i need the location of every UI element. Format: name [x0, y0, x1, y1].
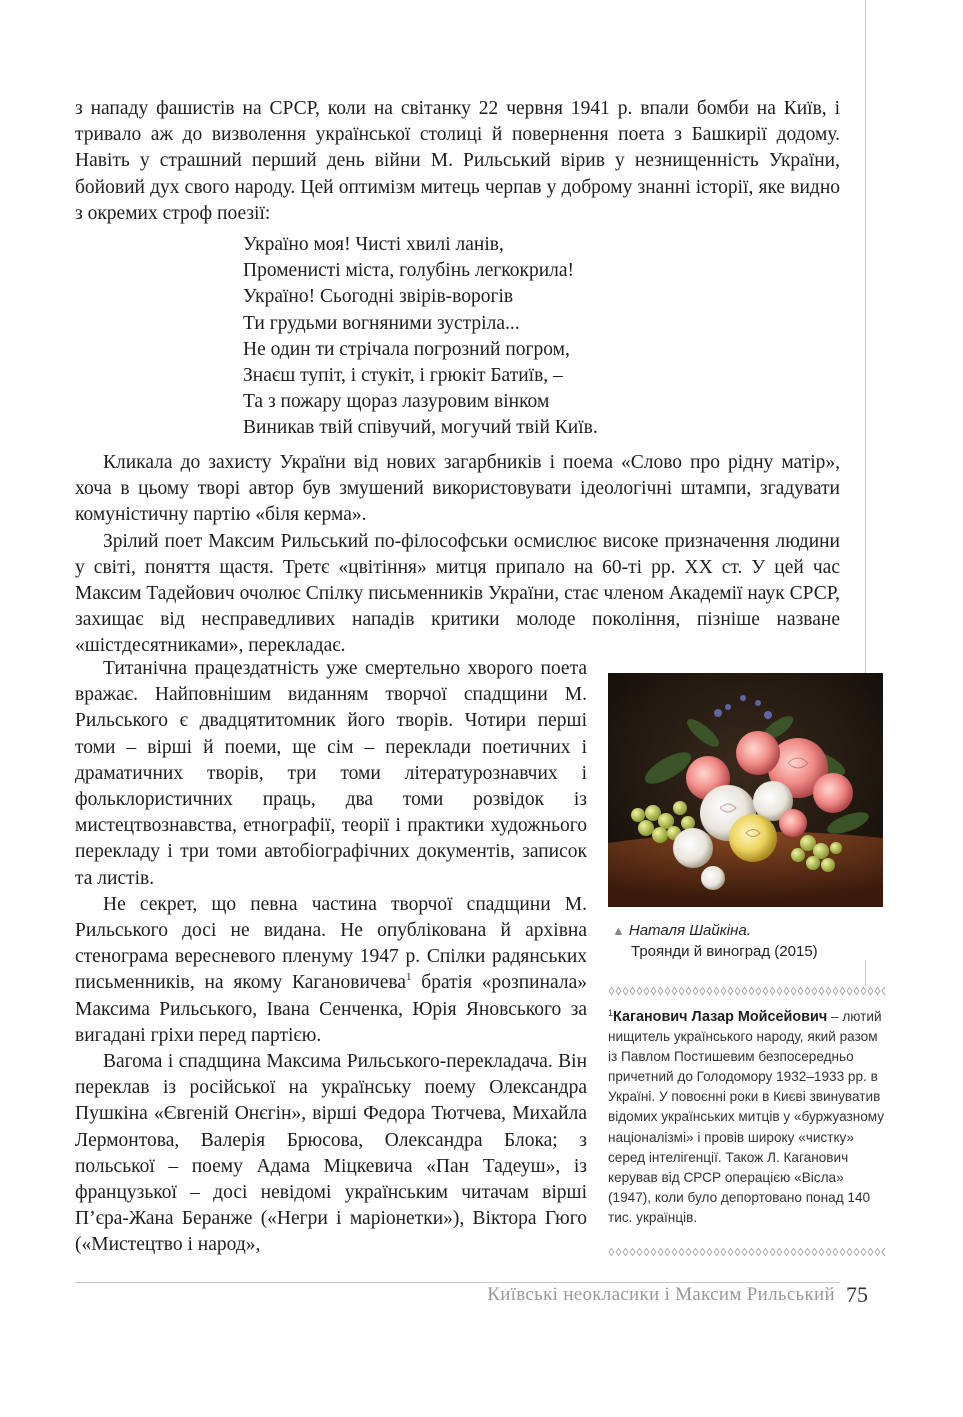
footnote-name: Каганович Лазар Мойсейович: [613, 1009, 828, 1025]
paragraph-secret-start: Не секрет, що певна частина творчої спадщини М. Рильського досі не видана. Не опублікована й архівна стенограма вересневого пленуму 1947 р. Спілки радянських письменників, на якому Кагановичева: [75, 893, 587, 994]
caption-line-author: [612, 920, 872, 941]
poem-line: Виникав твій співучий, могучий твій Київ.: [243, 417, 598, 439]
painting-image: [608, 673, 883, 907]
paragraph-secret-end: братія «розпинала» Максима Рильського, Івана Сенченка, Юрія Яновського за вигадані гріхи перед партією.: [75, 972, 588, 1046]
footnote-text: – лютий нищитель українського народу, який разом із Павлом Постишевим безпосередньо причетний до Голодомору 1932–1933 рр. в Україні. У повоєнні роки в Києві звинуватив відомих українських митців у «буржуазному націоналізмі» і провів широку «чистку» серед інтелігенції. Також Л. Каганович керував від СРСР операцією «Вісла» (1947), коли було депортовано понад 140 тис. українців.: [608, 1009, 885, 1225]
poem-line: Ти грудьми вогняними зустріла...: [243, 312, 520, 334]
painting-caption: [612, 920, 872, 962]
paragraph-poem-mother: Кликала до захисту України від нових загарбників і поема «Слово про рідну матір», хоча в цьому творі автор був змушений використовувати ідеологічні штампи, згадувати комуністичну партію «біля керма».: [75, 452, 840, 526]
footnote: [608, 1003, 885, 1228]
margin-rule-short: [865, 960, 866, 986]
paragraph-translator: Вагома і спадщина Максима Рильського-перекладача. Він переклав із російської на українську поему Олександра Пушкіна «Євгеній Онєгін», вірші Федора Тютчева, Михайла Лермонтова, Валерія Брюсова, Олександра Блока; з польської – поему Адама Міцкевича «Пан Тадеуш», із французької – досі невідомі українським читачам вірші П’єра-Жана Беранже («Негри і маріонетки»), Віктора Гюго («Мистецтво і народ»,: [75, 1051, 587, 1256]
caption-title: Троянди й виноград (2015): [631, 943, 818, 960]
footnote-reference[interactable]: 1: [406, 971, 412, 984]
intro-paragraph-block: [75, 96, 840, 227]
main-paragraphs: [75, 450, 840, 660]
narrow-column-paragraphs: [75, 656, 587, 1259]
poem-line: Променисті міста, голубінь легкокрила!: [243, 260, 575, 282]
triangle-marker-icon: ▲: [612, 923, 625, 938]
poem-stanza: [243, 232, 598, 442]
poem-line: Не один ти стрічала погрозний погром,: [243, 338, 570, 360]
paragraph-titanic: Титанічна працездатність уже смертельно хворого поета вражає. Найповнішим виданням творчої спадщини М. Рильського є двадцятитомник його творів. Чотири перші томи – вірші й поеми, ще сім – переклади поетичних і драматичних творів, три томи літературознавчих і фольклористичних праць, два томи розвідок із мистецтвознавства, етнографії, теорії і практики художнього перекладу і три томи автобіографічних документів, записок та листів.: [75, 658, 587, 889]
ornament-divider-bottom: [608, 1247, 885, 1257]
paragraph-intro: з нападу фашистів на СРСР, коли на світанку 22 червня 1941 р. впали бомби на Київ, і тривало аж до визволення української столиці й повернення поета з Башкирії додому. Навіть у страшний перший день війни М. Рильський вірив у незнищенність України, бойовий дух свого народу. Цей оптимізм митець черпав у доброму знанні історії, яке видно з окремих строф поезії:: [75, 98, 840, 224]
running-title: Київські неокласики і Максим Рильський: [487, 1284, 835, 1305]
caption-author: Наталя Шайкіна.: [628, 922, 751, 939]
poem-line: Знаєш тупіт, і стукіт, і грюкіт Батиїв, –: [243, 365, 563, 387]
footnote-number: 1: [608, 1008, 614, 1018]
paragraph-secret: [75, 892, 587, 1049]
ornament-divider-top: [608, 986, 885, 996]
page-number: 75: [846, 1282, 868, 1307]
poem-line: Україно! Сьогодні звірів-ворогів: [243, 286, 514, 308]
poem-line: Україно моя! Чисті хвилі ланів,: [243, 234, 504, 255]
roses-and-grapes-painting: [608, 673, 883, 907]
margin-rule: [865, 0, 866, 680]
footer-rule: [75, 1282, 840, 1283]
poem-line: Та з пожару щораз лазуровим вінком: [243, 391, 550, 413]
paragraph-mature: Зрілий поет Максим Рильський по-філософськи осмислює високе призначення людини у світі, поняття щастя. Третє «цвітіння» митця припало на 60-ті рр. ХХ ст. У цей час Максим Тадейович очолює Спілку письменників України, стає членом Академії наук СРСР, захищає від несправедливих нападів критики молоде покоління, пізніше назване «шістдесятниками», перекладає.: [75, 530, 840, 657]
